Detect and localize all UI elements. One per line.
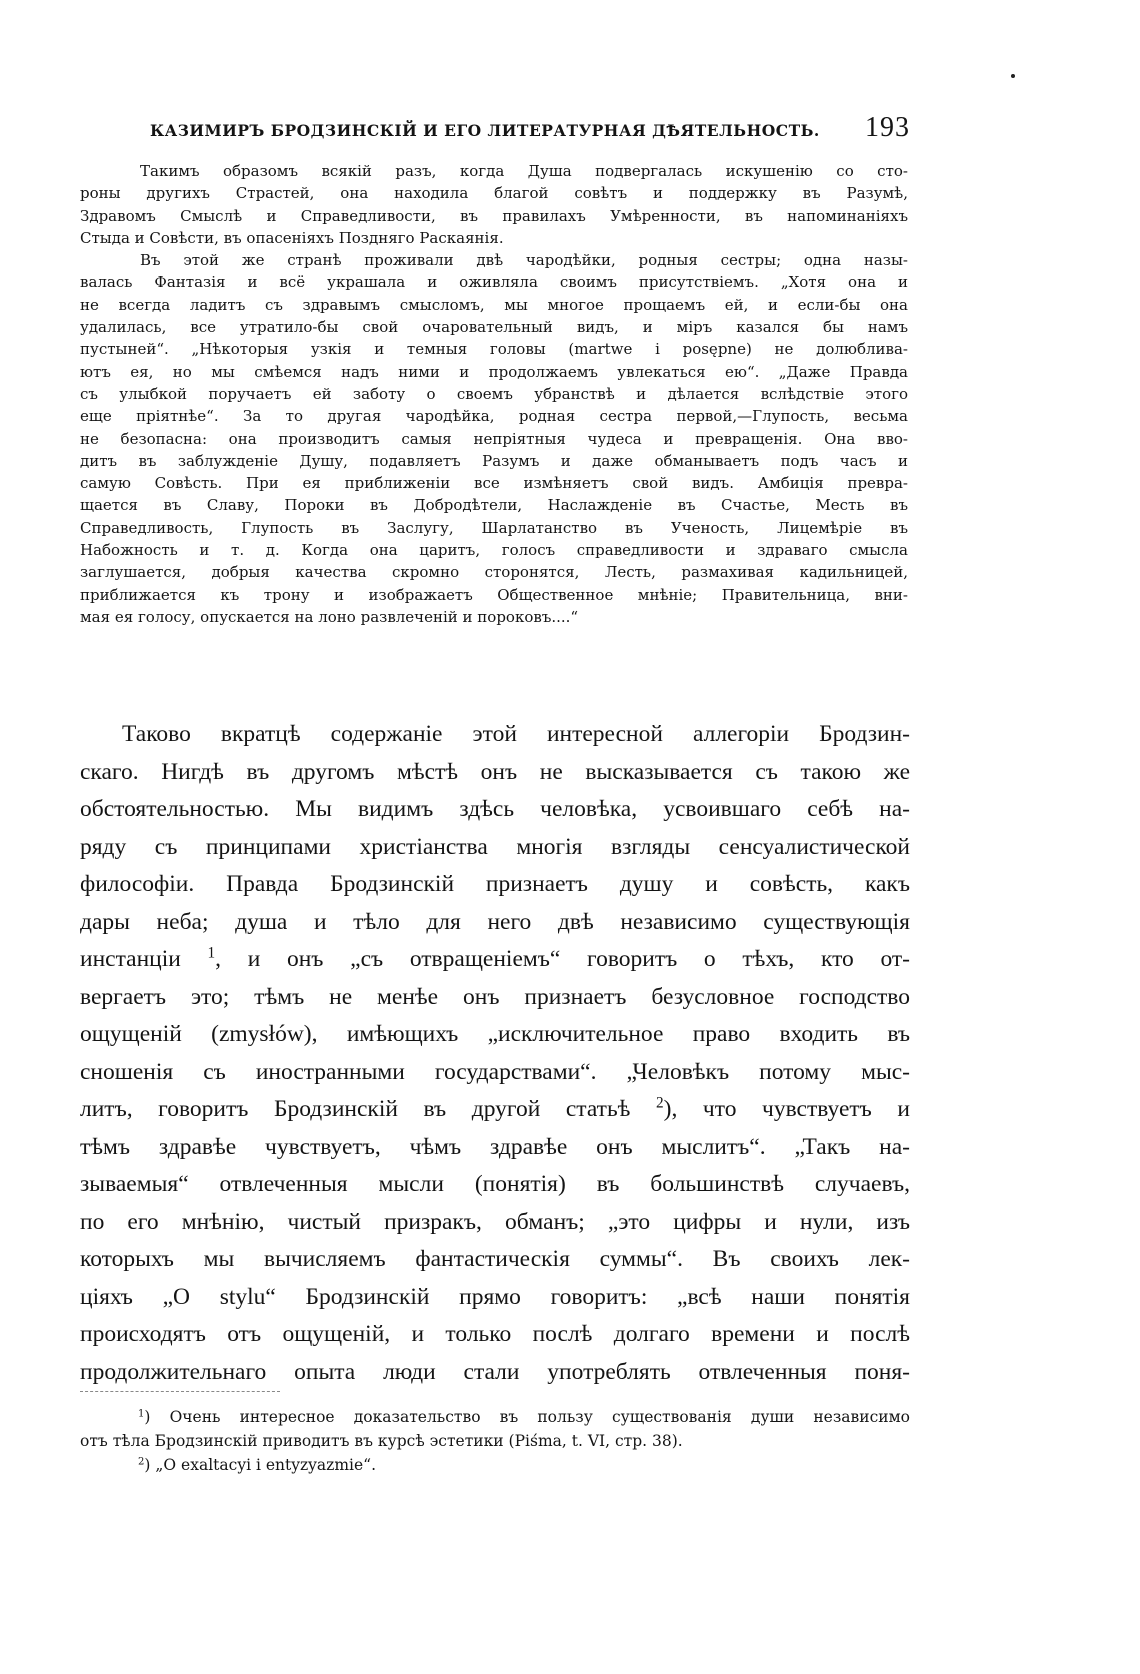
body-line: происходятъ отъ ощущеній, и только послѣ долгаго времени и послѣ	[80, 1321, 910, 1347]
footnotes	[80, 1405, 910, 1477]
footnote-text: „O exaltacyi i entyzyazmie“.	[155, 1456, 376, 1474]
quote-line: Здравомъ Смыслѣ и Справедливости, въ правилахъ Умѣренности, въ напоминаніяхъ	[80, 206, 908, 225]
quote-line: дитъ въ заблужденіе Душу, подавляетъ Разумъ и даже обманываетъ подъ часъ и	[80, 451, 908, 470]
body-line: ощущеній (zmysłów), имѣющихъ „исключительное право входить въ	[80, 1021, 910, 1047]
body-line: сношенія съ иностранными государствами“. „Человѣкъ потому мыс-	[80, 1058, 910, 1085]
body-line	[80, 941, 910, 979]
footnote-text: Очень интересное доказательство въ пользу существованія души независимо	[169, 1408, 910, 1426]
quote-line: Въ этой же странѣ проживали двѣ чародѣйки, родныя сестры; одна назы-	[140, 251, 908, 270]
body-line-rest: ), что чувствуетъ и	[663, 1096, 910, 1122]
quote-line: не безопасна: она производитъ самыя непріятныя чудеса и превращенія. Она вво-	[80, 429, 908, 448]
quote-line: Справедливость, Глупость въ Заслугу, Шарлатанство въ Ученость, Лицемѣріе въ	[80, 518, 908, 537]
body-line: вергаетъ это; тѣмъ не менѣе онъ признаетъ безусловное господство	[80, 983, 910, 1010]
body-line: Таково вкратцѣ содержаніе этой интересной аллегоріи Бродзин-	[122, 721, 910, 747]
body-line: тѣмъ здравѣе чувствуетъ, чѣмъ здравѣе онъ мыслитъ“. „Такъ на-	[80, 1133, 910, 1160]
quote-line: не всегда ладитъ съ здравымъ смысломъ, мы многое прощаемъ ей, и если-бы она	[80, 295, 908, 314]
footnote-mark: 1	[138, 1408, 145, 1420]
quote-line: Такимъ образомъ всякій разъ, когда Душа подвергалась искушенію со сто-	[140, 162, 908, 180]
body-line-start: инстанціи	[80, 946, 181, 972]
quote-line: приближается къ трону и изображаетъ Общественное мнѣніе; Правительница, вни-	[80, 585, 908, 604]
body-line: ціяхъ „O stylu“ Бродзинскій прямо говоритъ: „всѣ наши понятія	[80, 1283, 910, 1310]
running-title: КАЗИМИРЪ БРОДЗИНСКІЙ И ЕГО ЛИТЕРАТУРНАЯ ДѢЯТЕЛЬНОСТЬ.	[150, 121, 820, 140]
body-line: продолжительнаго опыта люди стали употреблять отвлеченныя поня-	[80, 1358, 910, 1385]
quote-line: Стыда и Совѣсти, въ опасеніяхъ Поздняго Раскаянія.	[80, 228, 504, 247]
page-number: 193	[865, 112, 910, 143]
quote-line: мая ея голосу, опускается на лоно развлеченій и пороковъ....“	[80, 607, 579, 626]
quoted-allegory-block	[80, 160, 908, 628]
footnote-mark: 2	[138, 1456, 145, 1468]
body-line: обстоятельностью. Мы видимъ здѣсь человѣка, усвоившаго себѣ на-	[80, 796, 910, 822]
quote-line: удалилась, все утратило-бы свой очаровательный видъ, и міръ казался бы намъ	[80, 318, 908, 337]
quote-line: валась Фантазія и всё украшала и оживляла своимъ присутствіемъ. „Хотя она и	[80, 273, 908, 292]
body-line: которыхъ мы вычисляемъ фантастическія суммы“. Въ своихъ лек-	[80, 1246, 910, 1272]
body-line: зываемыя“ отвлеченныя мысли (понятія) въ большинствѣ случаевъ,	[80, 1171, 910, 1197]
body-line: дары неба; душа и тѣло для него двѣ независимо существующія	[80, 908, 910, 935]
body-line-rest: , и онъ „съ отвращеніемъ“ говоритъ о тѣхъ, кто от-	[215, 946, 910, 972]
body-line: философіи. Правда Бродзинскій признаетъ душу и совѣсть, какъ	[80, 871, 910, 897]
quote-line: съ улыбкой поручаетъ ей заботу о своемъ убранствѣ и дѣлается вслѣдствіе этого	[80, 384, 908, 403]
footnote-1: $^1$) Очень интересное доказательство въ пользу существованія души независимо	[138, 1408, 910, 1426]
body-line-start: литъ, говоритъ Бродзинскій въ другой статьѣ	[80, 1096, 631, 1122]
body-line: по его мнѣнію, чистый призракъ, обманъ; „это цифры и нули, изъ	[80, 1208, 910, 1235]
footnote-ref: 2	[656, 1094, 664, 1112]
quote-line: самую Совѣсть. При ея приближеніи все измѣняетъ свой видъ. Амбиція превра-	[80, 474, 908, 493]
quote-line: роны другихъ Страстей, она находила благой совѣтъ и поддержку въ Разумѣ,	[80, 184, 908, 203]
quote-line: еще пріятнѣе“. За то другая чародѣйка, родная сестра первой,—Глупость, весьма	[80, 407, 908, 426]
footnote-1-continued: отъ тѣла Бродзинскій приводитъ въ курсѣ эстетики (Piśma, t. VI, стр. 38).	[80, 1432, 683, 1450]
quote-line: Набожность и т. д. Когда она царитъ, голосъ справедливости и здраваго смысла	[80, 541, 908, 560]
running-header	[150, 112, 910, 152]
body-line	[80, 1091, 910, 1129]
quote-line: щается въ Славу, Пороки въ Добродѣтели, Наслажденіе въ Счастье, Месть въ	[80, 496, 908, 515]
footnote-ref: 1	[207, 944, 216, 962]
quote-line: ютъ ея, но мы смѣемся надъ ними и продолжаемъ увлекаться ею“. „Даже Правда	[80, 362, 908, 381]
footnote-separator	[80, 1391, 280, 1392]
quote-line: пустыней“. „Нѣкоторыя узкія и темныя головы (martwe i posępne) не долюблива-	[80, 340, 908, 359]
body-line: ряду съ принципами христіанства многія взгляды сенсуалистической	[80, 833, 910, 860]
ink-speck	[1011, 74, 1015, 78]
footnote-2: $^2$) „O exaltacyi i entyzyazmie“.	[138, 1456, 376, 1474]
quote-line: заглушается, добрыя качества скромно сторонятся, Лесть, размахивая кадильницей,	[80, 563, 908, 582]
main-text-block	[80, 716, 910, 1391]
body-line: скаго. Нигдѣ въ другомъ мѣстѣ онъ не высказывается съ такою же	[80, 758, 910, 785]
